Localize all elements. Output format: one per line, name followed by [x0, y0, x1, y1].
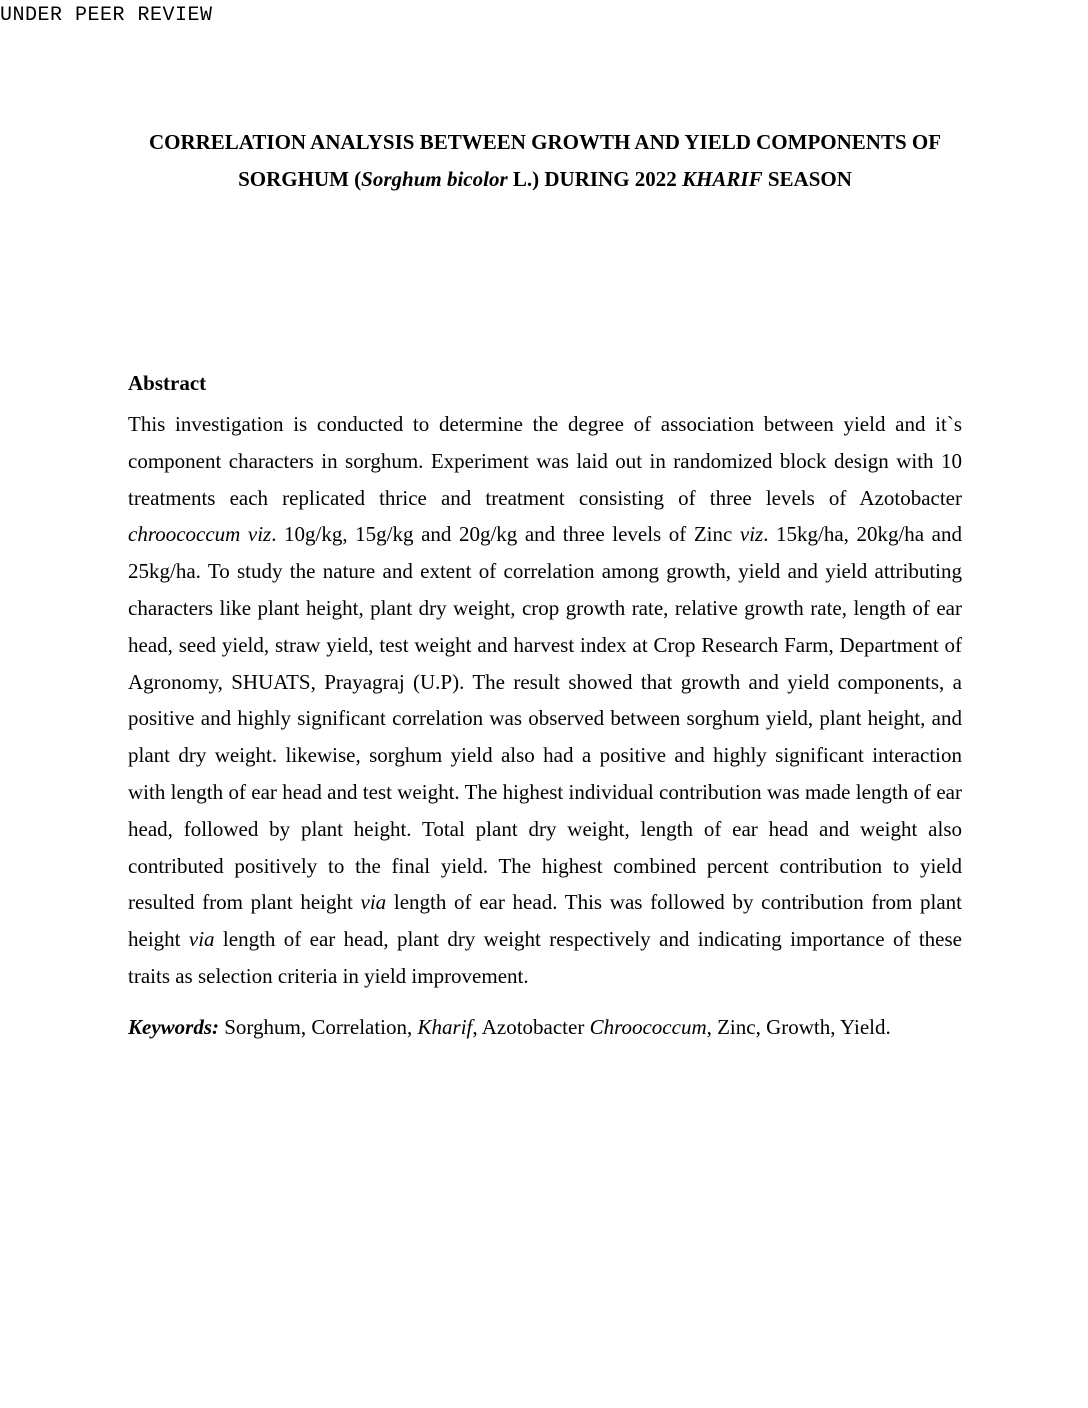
abstract-via-2: via [188, 927, 215, 952]
keywords-label: Keywords: [128, 1015, 219, 1039]
abstract-text-4: length of ear head. This was followed by contribution from plant height [128, 890, 962, 952]
watermark: UNDER PEER REVIEW [0, 4, 213, 27]
title-species: Sorghum bicolor [361, 167, 508, 191]
title-season: KHARIF [682, 167, 763, 191]
paper-title [128, 124, 962, 198]
title-text-2: L.) DURING 2022 [507, 167, 683, 191]
keywords-italic-2: Chroococcum [589, 1015, 707, 1039]
abstract-body [128, 406, 962, 995]
keywords-text-1: Sorghum, Correlation, [219, 1015, 418, 1039]
keywords-text-3: , Zinc, Growth, Yield. [706, 1015, 891, 1039]
keywords [128, 1012, 968, 1042]
abstract-via-1: via [360, 890, 387, 915]
keywords-italic-1: Kharif [417, 1015, 473, 1039]
title-text-1: CORRELATION ANALYSIS BETWEEN GROWTH AND YIELD COMPONENTS OF SORGHUM ( [148, 130, 942, 191]
abstract-text-3: . 15kg/ha, 20kg/ha and 25kg/ha. To study the nature and extent of correlation among growth, yield and yield attributing characters like plant height, plant dry weight, crop growth rate, relative growth rate, length of ear head, seed yield, straw yield, test weight and harvest index at Crop Research Farm, Department of Agronomy, SHUATS, Prayagraj (U.P). The result showed that growth and yield components, a positive and highly significant correlation was observed between sorghum yield, plant height, and plant dry weight. likewise, sorghum yield also had a positive and highly significant interaction with length of ear head and test weight. The highest individual contribution was made length of ear head, followed by plant height. Total plant dry weight, length of ear head and weight also contributed positively to the final yield. The highest combined percent contribution to yield resulted from plant height [128, 522, 963, 915]
abstract-italic-2: viz [739, 522, 764, 547]
abstract-text-1: This investigation is conducted to determine the degree of association between yield and it`s component characters in sorghum. Experiment was laid out in randomized block design with 10 treatments each replicated thrice and treatment consisting of three levels of Azotobacter [128, 412, 962, 510]
keywords-text-2: , Azotobacter [472, 1015, 590, 1039]
abstract-italic-1: chroococcum viz [128, 522, 272, 547]
title-text-3: SEASON [762, 167, 852, 191]
abstract-heading: Abstract [128, 371, 207, 395]
abstract-text-2: . 10g/kg, 15g/kg and 20g/kg and three levels of Zinc [271, 522, 740, 547]
abstract-text-5: length of ear head, plant dry weight respectively and indicating importance of these traits as selection criteria in yield improvement. [128, 927, 962, 988]
